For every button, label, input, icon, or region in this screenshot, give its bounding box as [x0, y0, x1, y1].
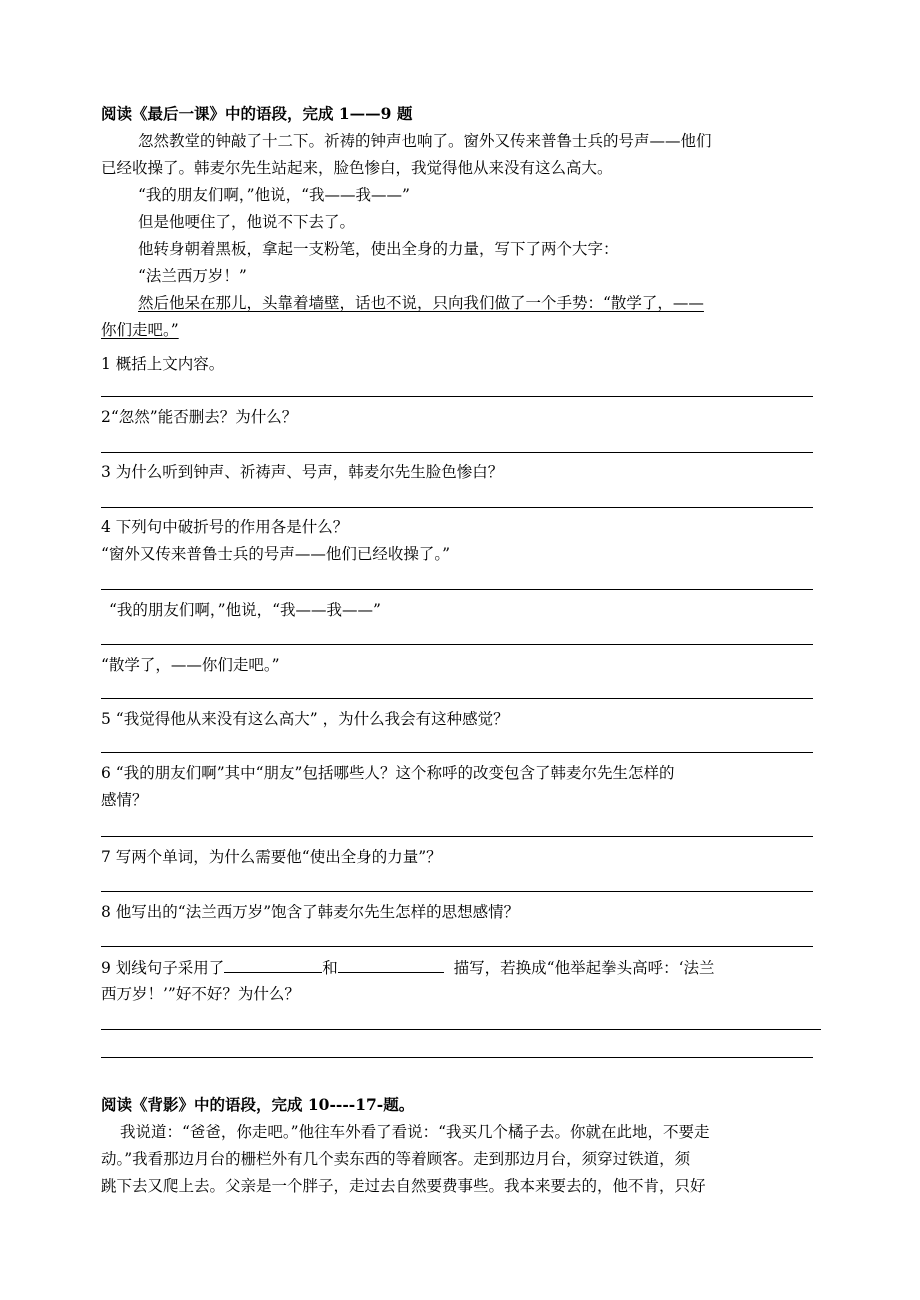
- section2-heading: 阅读《背影》中的语段，完成 10----17-题。: [101, 1095, 415, 1114]
- underlined-sentence-line: 你们走吧。”: [101, 321, 179, 339]
- question-4-item-a: “窗外又传来普鲁士兵的号声——他们已经收操了。”: [101, 545, 451, 563]
- answer-line[interactable]: [101, 752, 813, 753]
- answer-line[interactable]: [101, 452, 813, 453]
- question-7: 7 写两个单词，为什么需要他“使出全身的力量”？: [101, 848, 442, 866]
- passage2-line: 跳下去又爬上去。父亲是一个胖子，走过去自然要费事些。我本来要去的，他不肯，只好: [101, 1177, 706, 1195]
- answer-line[interactable]: [101, 836, 813, 837]
- underlined-sentence-line: 然后他呆在那儿，头靠着墙壁，话也不说，只向我们做了一个手势：“散学了，——: [138, 294, 704, 312]
- passage1-line: 他转身朝着黑板，拿起一支粉笔，使出全身的力量，写下了两个大字：: [138, 240, 619, 258]
- question-9: [101, 956, 715, 979]
- passage1-line: 但是他哽住了，他说不下去了。: [138, 213, 356, 231]
- question-4-item-b: “我的朋友们啊，”他说，“我——我——”: [109, 601, 381, 619]
- question-8: 8 他写出的“法兰西万岁”饱含了韩麦尔先生怎样的思想感情？: [101, 903, 520, 921]
- answer-line[interactable]: [101, 507, 813, 508]
- answer-line[interactable]: [101, 396, 813, 397]
- fill-blank-1[interactable]: [224, 956, 322, 973]
- section1-heading: 阅读《最后一课》中的语段，完成 1——9 题: [101, 104, 413, 123]
- question-5: 5 “我觉得他从来没有这么高大” ，为什么我会有这种感觉？: [101, 710, 509, 728]
- answer-line[interactable]: [101, 946, 813, 947]
- question-9-part: 和: [322, 959, 338, 977]
- passage1-line: 已经收操了。韩麦尔先生站起来，脸色惨白，我觉得他从来没有这么高大。: [101, 159, 613, 177]
- question-6-continued: 感情？: [101, 791, 148, 809]
- question-4-item-c: “散学了，——你们走吧。”: [101, 656, 280, 674]
- question-6: 6 “我的朋友们啊”其中“朋友”包括哪些人？这个称呼的改变包含了韩麦尔先生怎样的: [101, 764, 675, 782]
- answer-line[interactable]: [101, 698, 813, 699]
- answer-line[interactable]: [101, 891, 813, 892]
- question-4: 4 下列句中破折号的作用各是什么？: [101, 518, 349, 536]
- passage1-line: “我的朋友们啊，”他说，“我——我——”: [138, 186, 410, 204]
- question-9-part: 描写，若换成“他举起拳头高呼：‘法兰: [453, 959, 715, 977]
- answer-line[interactable]: [101, 1029, 821, 1030]
- answer-line[interactable]: [101, 589, 813, 590]
- passage1-line: “法兰西万岁！”: [138, 267, 247, 285]
- question-9-part: 9 划线句子采用了: [101, 959, 225, 977]
- passage2-line: 我说道：“爸爸，你走吧。”他往车外看了看说：“我买几个橘子去。你就在此地，不要走: [120, 1123, 710, 1141]
- passage2-line: 动。”我看那边月台的栅栏外有几个卖东西的等着顾客。走到那边月台，须穿过铁道，须: [101, 1150, 691, 1168]
- question-3: 3 为什么听到钟声、祈祷声、号声，韩麦尔先生脸色惨白？: [101, 463, 504, 481]
- question-9-continued: 西万岁！’”好不好？为什么？: [101, 985, 300, 1003]
- answer-line[interactable]: [101, 1057, 813, 1058]
- fill-blank-2[interactable]: [338, 956, 444, 973]
- question-2: 2“忽然”能否删去？为什么？: [101, 408, 298, 426]
- passage1-line: 忽然教堂的钟敲了十二下。祈祷的钟声也响了。窗外又传来普鲁士兵的号声——他们: [138, 132, 712, 150]
- answer-line[interactable]: [101, 644, 813, 645]
- question-1: 1 概括上文内容。: [101, 355, 225, 373]
